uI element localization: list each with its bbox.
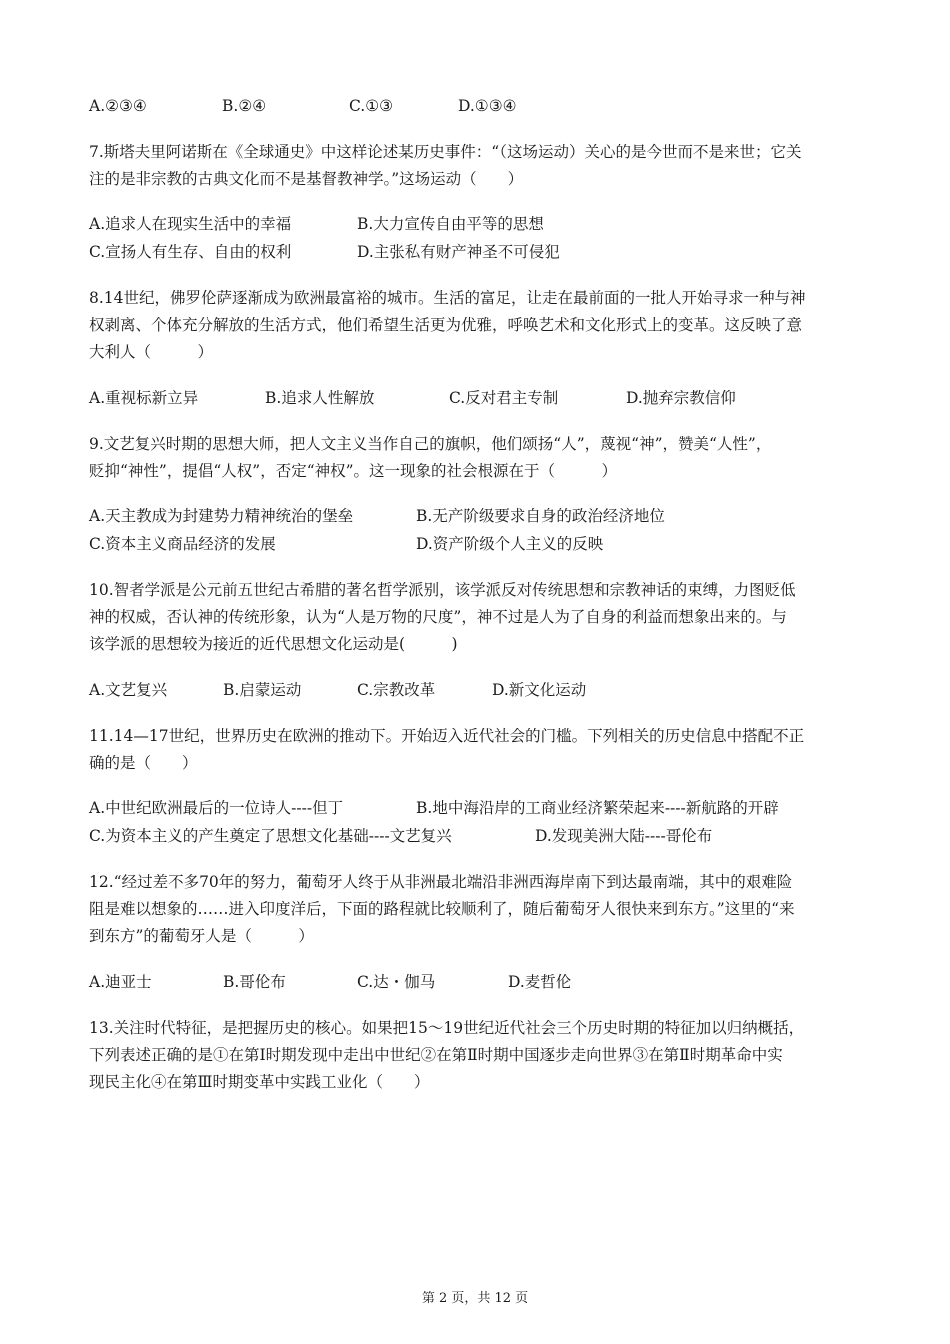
q10-stem-line: 10.智者学派是公元前五世纪古希腊的著名哲学派别，该学派反对传统思想和宗教神话的束缚，力图贬低 [89, 581, 796, 599]
q6-option-b: B.②④ [222, 97, 267, 115]
q7-option-c: C.宣扬人有生存、自由的权利 [89, 243, 292, 261]
q13-stem-line: 下列表述正确的是①在第Ⅰ时期发现中走出中世纪②在第Ⅱ时期中国逐步走向世界③在第Ⅱ时期革命中实 [89, 1046, 783, 1064]
q12-stem-line: 到东方”的葡萄牙人是（ ） [89, 927, 314, 945]
q7-option-b: B.大力宣传自由平等的思想 [357, 215, 544, 233]
q11-option-c: C.为资本主义的产生奠定了思想文化基础----文艺复兴 [89, 827, 452, 845]
q12-stem-line: 阻是难以想象的……进入印度洋后，下面的路程就比较顺利了，随后葡萄牙人很快来到东方。”这里的“来 [89, 900, 795, 918]
q8-stem-line: 8.14世纪，佛罗伦萨逐渐成为欧洲最富裕的城市。生活的富足，让走在最前面的一批人开始寻求一种与神 [89, 289, 806, 307]
q6-option-c: C.①③ [349, 97, 394, 115]
q11-option-a: A.中世纪欧洲最后的一位诗人----但丁 [89, 799, 344, 817]
q11-option-b: B.地中海沿岸的工商业经济繁荣起来----新航路的开辟 [416, 799, 779, 817]
q7-option-a: A.追求人在现实生活中的幸福 [89, 215, 292, 233]
q10-stem-line: 该学派的思想较为接近的近代思想文化运动是( ) [89, 635, 458, 653]
q9-option-d: D.资产阶级个人主义的反映 [416, 535, 604, 553]
q10-stem-line: 神的权威，否认神的传统形象，认为“人是万物的尺度”，神不过是人为了自身的利益而想象出来的。与 [89, 608, 787, 626]
q9-option-b: B.无产阶级要求自身的政治经济地位 [416, 507, 665, 525]
q12-stem-line: 12.“经过差不多70年的努力，葡萄牙人终于从非洲最北端沿非洲西海岸南下到达最南端，其中的艰难险 [89, 873, 793, 891]
q7-stem-line: 7.斯塔夫里阿诺斯在《全球通史》中这样论述某历史事件：“（这场运动）关心的是今世而不是来世；它关 [89, 143, 802, 161]
q8-stem-line: 大利人（ ） [89, 343, 214, 361]
q12-option-b: B.哥伦布 [223, 973, 286, 991]
q8-option-b: B.追求人性解放 [265, 389, 375, 407]
q8-stem-line: 权剥离、个体充分解放的生活方式，他们希望生活更为优雅，呼唤艺术和文化形式上的变革。这反映了意 [89, 316, 803, 334]
q6-option-d: D.①③④ [458, 97, 517, 115]
q10-option-b: B.启蒙运动 [223, 681, 302, 699]
q8-option-d: D.抛弃宗教信仰 [626, 389, 736, 407]
q10-option-d: D.新文化运动 [492, 681, 587, 699]
q9-option-a: A.天主教成为封建势力精神统治的堡垒 [89, 507, 354, 525]
q7-stem-line: 注的是非宗教的古典文化而不是基督教神学。”这场运动（ ） [89, 170, 524, 188]
q10-option-a: A.文艺复兴 [89, 681, 168, 699]
q8-option-c: C.反对君主专制 [449, 389, 559, 407]
page-number-footer: 第 2 页，共 12 页 [421, 1291, 529, 1306]
q13-stem-line: 13.关注时代特征，是把握历史的核心。如果把15～19世纪近代社会三个历史时期的特征加以归纳概括， [89, 1019, 805, 1037]
q13-stem-line: 现民主化④在第Ⅲ时期变革中实践工业化（ ） [89, 1073, 430, 1091]
q7-option-d: D.主张私有财产神圣不可侵犯 [357, 243, 560, 261]
q12-option-d: D.麦哲伦 [508, 973, 572, 991]
q9-option-c: C.资本主义商品经济的发展 [89, 535, 276, 553]
q11-stem-line: 确的是（ ） [89, 754, 198, 772]
q9-stem-line: 9.文艺复兴时期的思想大师，把人文主义当作自己的旗帜，他们颂扬“人”，蔑视“神”，赞美“人性”， [89, 435, 772, 453]
q6-option-a: A.②③④ [89, 97, 147, 115]
q12-option-a: A.迪亚士 [89, 973, 152, 991]
q9-stem-line: 贬抑“神性”，提倡“人权”，否定“神权”。这一现象的社会根源在于（ ） [89, 462, 618, 480]
q8-option-a: A.重视标新立异 [89, 389, 199, 407]
q12-option-c: C.达・伽马 [357, 973, 436, 991]
q11-option-d: D.发现美洲大陆----哥伦布 [535, 827, 713, 845]
q11-stem-line: 11.14—17世纪，世界历史在欧洲的推动下。开始迈入近代社会的门槛。下列相关的历史信息中搭配不正 [89, 727, 805, 745]
q10-option-c: C.宗教改革 [357, 681, 436, 699]
